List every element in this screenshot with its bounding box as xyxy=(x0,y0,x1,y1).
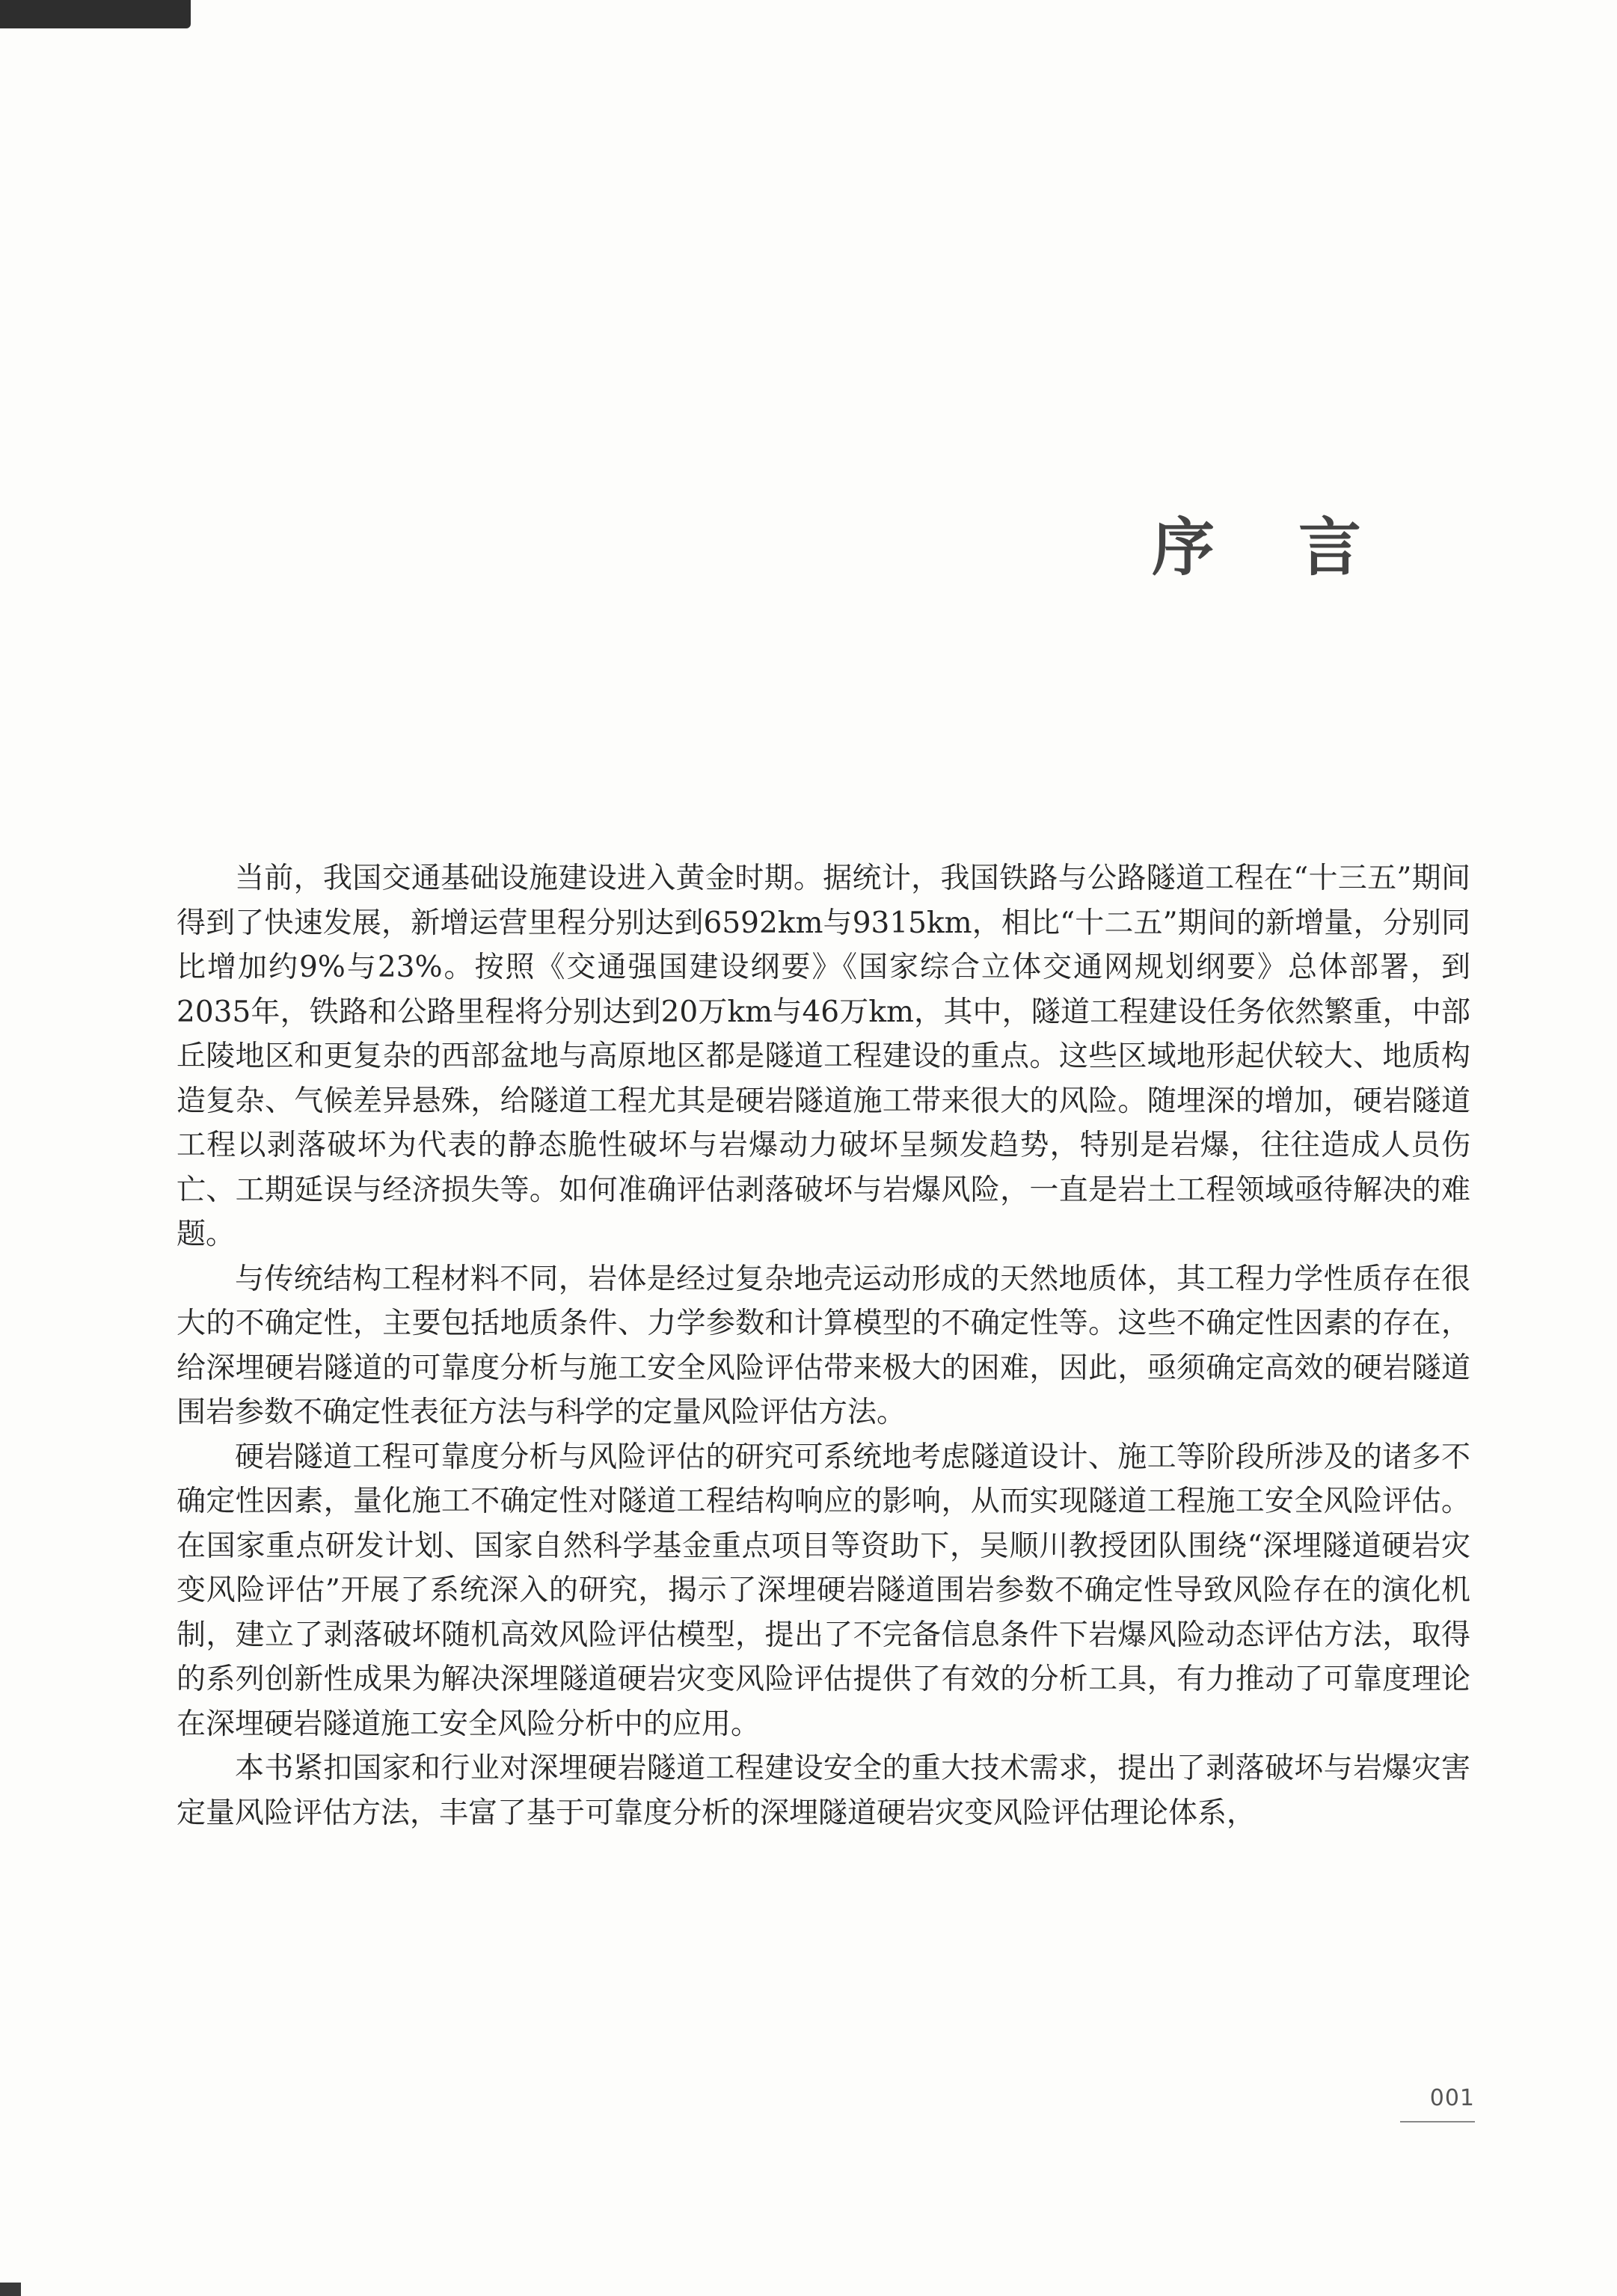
page-number-rule xyxy=(1400,2121,1475,2122)
paragraph-3: 硬岩隧道工程可靠度分析与风险评估的研究可系统地考虑隧道设计、施工等阶段所涉及的诸多不确定性因素，量化施工不确定性对隧道工程结构响应的影响，从而实现隧道工程施工安全风险评估。在国家重点研发计划、国家自然科学基金重点项目等资助下，吴顺川教授团队围绕“深埋隧道硬岩灾变风险评估”开展了系统深入的研究，揭示了深埋硬岩隧道围岩参数不确定性导致风险存在的演化机制，建立了剥落破坏随机高效风险评估模型，提出了不完备信息条件下岩爆风险动态评估方法，取得的系列创新性成果为解决深埋隧道硬岩灾变风险评估提供了有效的分析工具，有力推动了可靠度理论在深埋硬岩隧道施工安全风险分析中的应用。 xyxy=(177,1440,1470,1741)
page-number: 001 xyxy=(1429,2085,1475,2111)
paragraph-4: 本书紧扣国家和行业对深埋硬岩隧道工程建设安全的重大技术需求，提出了剥落破坏与岩爆灾害定量风险评估方法，丰富了基于可靠度分析的深埋隧道硬岩灾变风险评估理论体系， xyxy=(177,1752,1470,1830)
paragraph-2: 与传统结构工程材料不同，岩体是经过复杂地壳运动形成的天然地质体，其工程力学性质存在很大的不确定性，主要包括地质条件、力学参数和计算模型的不确定性等。这些不确定性因素的存在，给深埋硬岩隧道的可靠度分析与施工安全风险评估带来极大的困难，因此，亟须确定高效的硬岩隧道围岩参数不确定性表征方法与科学的定量风险评估方法。 xyxy=(177,1262,1470,1429)
paragraph-1: 当前，我国交通基础设施建设进入黄金时期。据统计，我国铁路与公路隧道工程在“十三五”期间得到了快速发展，新增运营里程分别达到6592km与9315km，相比“十二五”期间的新增量，分别同比增加约9%与23%。按照《交通强国建设纲要》《国家综合立体交通网规划纲要》总体部署，到2035年，铁路和公路里程将分别达到20万km与46万km，其中，隧道工程建设任务依然繁重，中部丘陵地区和更复杂的西部盆地与高原地区都是隧道工程建设的重点。这些区域地形起伏较大、地质构造复杂、气候差异悬殊，给隧道工程尤其是硬岩隧道施工带来很大的风险。随埋深的增加，硬岩隧道工程以剥落破坏为代表的静态脆性破坏与岩爆动力破坏呈频发趋势，特别是岩爆，往往造成人员伤亡、工期延误与经济损失等。如何准确评估剥落破坏与岩爆风险，一直是岩土工程领域亟待解决的难题。 xyxy=(177,862,1470,1251)
page-title: 序言 xyxy=(1151,511,1445,584)
scan-edge-shadow-top xyxy=(0,0,191,28)
scan-edge-shadow-bottom xyxy=(0,2283,21,2296)
body-text xyxy=(177,856,1470,1835)
